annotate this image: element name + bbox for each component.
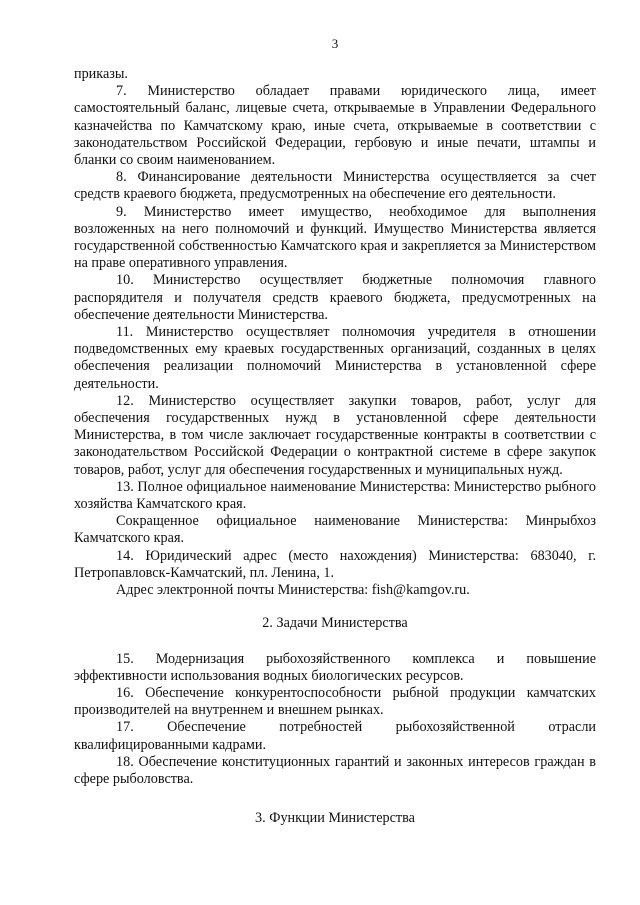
- paragraph: 15. Модернизация рыбохозяйственного комплекса и повышение эффективности использования водных биологических ресурсов.: [74, 650, 596, 684]
- paragraph: 8. Финансирование деятельности Министерства осуществляется за счет средств краевого бюджета, предусмотренных на обеспечение его деятельности.: [74, 169, 596, 203]
- paragraph: 18. Обеспечение конституционных гарантий и законных интересов граждан в сфере рыболовства.: [74, 753, 596, 787]
- paragraph: 10. Министерство осуществляет бюджетные полномочия главного распорядителя и получателя средств краевого бюджета, предусмотренных на обеспечение деятельности Министерства.: [74, 272, 596, 323]
- paragraph: 9. Министерство имеет имущество, необходимое для выполнения возложенных на него полномочий и функций. Имущество Министерства является государственной собственностью Камчатского края и закрепляется за Министерством на праве оперативного управления.: [74, 203, 596, 272]
- paragraph: 17. Обеспечение потребностей рыбохозяйственной отрасли квалифицированными кадрами.: [74, 719, 596, 753]
- paragraph: 13. Полное официальное наименование Министерства: Министерство рыбного хозяйства Камчатского края.: [74, 478, 596, 513]
- paragraph: Сокращенное официальное наименование Министерства: Минрыбхоз Камчатского края.: [74, 513, 596, 547]
- paragraph: 7. Министерство обладает правами юридического лица, имеет самостоятельный баланс, лицевые счета, открываемые в Управлении Федерального казначейства по Камчатскому краю, иные счета, открываемые в соответствии с законодательством Российской Федерации, гербовую и иные печати, штампы и бланки со своим наименованием.: [74, 83, 596, 169]
- section-heading: 3. Функции Министерства: [255, 810, 415, 827]
- section-heading: 2. Задачи Министерства: [262, 615, 408, 632]
- document-body: [74, 66, 596, 827]
- page-number: 3: [331, 36, 339, 51]
- paragraph: приказы.: [74, 66, 128, 82]
- paragraph: 11. Министерство осуществляет полномочия учредителя в отношении подведомственных ему краевых государственных организаций, созданных в целях обеспечения реализации полномочий Министерства в установленной сфере деятельности.: [74, 324, 596, 392]
- paragraph: 14. Юридический адрес (место нахождения) Министерства: 683040, г. Петропавловск-Камчатский, пл. Ленина, 1.: [74, 547, 596, 581]
- paragraph: 12. Министерство осуществляет закупки товаров, работ, услуг для обеспечения государственных нужд в установленной сфере деятельности Министерства, в том числе заключает государственные контракты в соответствии с законодательством Российской Федерации о контрактной системе в сфере закупок товаров, работ, услуг для обеспечения государственных и муниципальных нужд.: [74, 392, 596, 478]
- paragraph: 16. Обеспечение конкурентоспособности рыбной продукции камчатских производителей на внутреннем и внешнем рынках.: [74, 684, 596, 719]
- paragraph: Адрес электронной почты Министерства: fish@kamgov.ru.: [116, 582, 470, 599]
